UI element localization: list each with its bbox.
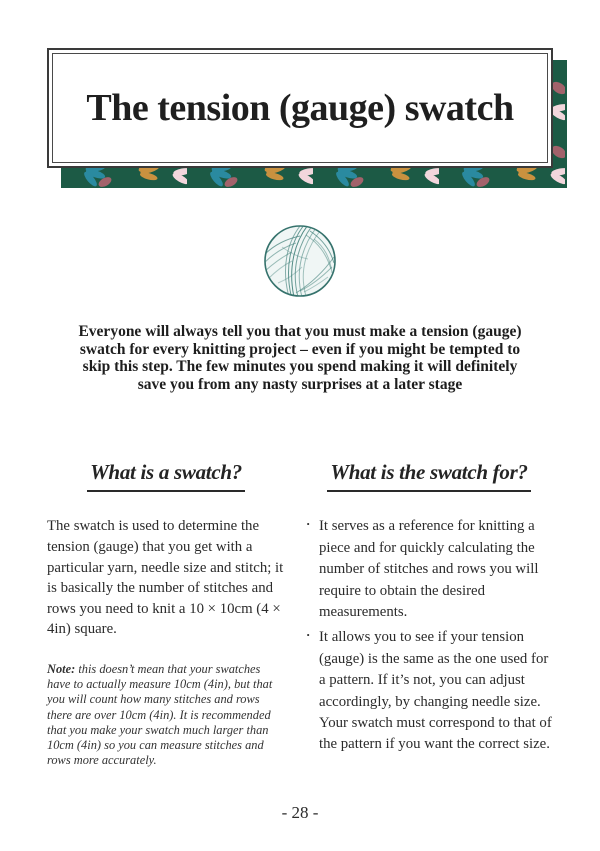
left-column-heading bbox=[47, 459, 285, 492]
chapter-header bbox=[0, 0, 600, 188]
yarn-ball-icon bbox=[262, 223, 338, 299]
intro-paragraph: Everyone will always tell you that you must make a tension (gauge) swatch for every knitting project – even if you might be tempted to skip this step. The few minutes you spend making it will definitely save you from any nasty surprises at a later stage bbox=[78, 323, 522, 393]
list-item bbox=[305, 516, 553, 623]
column-what-is-a-swatch bbox=[47, 459, 285, 768]
bullet-text: It allows you to see if your tension (gauge) is the same as the one used for a pattern. If it’s not, you can adjust accordingly, by changing needle size. Your swatch must correspond to that of the pattern if you want the correct size. bbox=[319, 629, 552, 753]
right-heading-text: What is the swatch for? bbox=[327, 460, 530, 492]
note-label: Note: bbox=[47, 661, 76, 676]
page-title: The tension (gauge) swatch bbox=[86, 87, 514, 129]
left-column-body: The swatch is used to determine the tension (gauge) that you get with a particular yarn, needle size and stitch; it is basically the number of stitches and rows you need to knit a 10 × 10cm (4 × 4in) square. bbox=[47, 518, 284, 638]
swatch-note bbox=[47, 662, 285, 768]
page-number: - 28 - bbox=[281, 803, 319, 822]
note-text: this doesn’t mean that your swatches have to actually measure 10cm (4in), but that you will count how many stitches and rows there are over 10cm (4in). It is recommended that you make your swatch much larger than 10cm (4in) so you can measure stitches and rows more accurately. bbox=[47, 661, 273, 768]
left-heading-text: What is a swatch? bbox=[87, 460, 245, 492]
bullet-dot-icon: · bbox=[306, 516, 311, 532]
title-box-inner-border bbox=[52, 53, 548, 163]
title-box bbox=[47, 48, 553, 168]
bullet-dot-icon: · bbox=[306, 627, 311, 643]
content-columns bbox=[47, 459, 553, 768]
bullet-text: It serves as a reference for knitting a piece and for quickly calculating the number of stitches and rows you will require to obtain the desired measurements. bbox=[319, 518, 539, 620]
right-column-heading bbox=[305, 459, 553, 492]
list-item bbox=[305, 627, 553, 755]
column-what-is-swatch-for bbox=[305, 459, 553, 768]
